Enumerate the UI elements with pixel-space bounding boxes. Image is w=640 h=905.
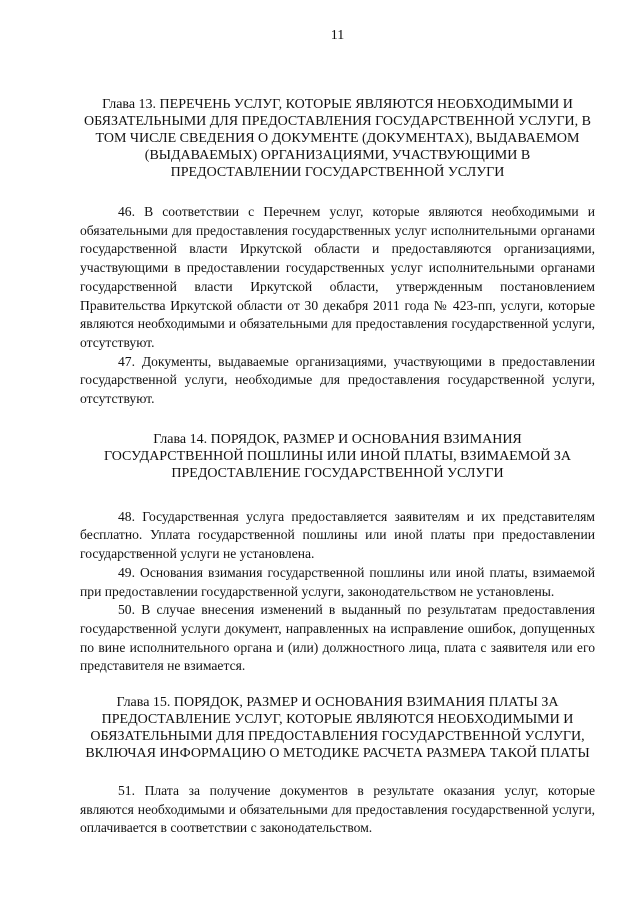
chapter-15-title: Глава 15. ПОРЯДОК, РАЗМЕР И ОСНОВАНИЯ ВЗИМАНИЯ ПЛАТЫ ЗА ПРЕДОСТАВЛЕНИЕ УСЛУГ, КОТОРЫЕ ЯВЛЯЮТСЯ НЕОБХОДИМЫМИ И ОБЯЗАТЕЛЬНЫМИ ДЛЯ ПРЕДОСТАВЛЕНИЯ ГОСУДАРСТВЕННОЙ УСЛУГИ, ВКЛЮЧАЯ ИНФОРМАЦИЮ О МЕТОДИКЕ РАСЧЕТА РАЗМЕРА ТАКОЙ ПЛАТЫ	[85, 695, 590, 762]
document-page	[80, 28, 595, 838]
chapter-14-title: Глава 14. ПОРЯДОК, РАЗМЕР И ОСНОВАНИЯ ВЗИМАНИЯ ГОСУДАРСТВЕННОЙ ПОШЛИНЫ ИЛИ ИНОЙ ПЛАТЫ, ВЗИМАЕМОЙ ЗА ПРЕДОСТАВЛЕНИЕ ГОСУДАРСТВЕННОЙ УСЛУГИ	[103, 431, 572, 481]
paragraph-46: 46. В соответствии с Перечнем услуг, которые являются необходимыми и обязательными для предоставления государственных услуг исполнительными органами государственной власти Иркутской области и предоставляются организациями, участвующими в предоставлении государственных услуг исполнительными органами государственной власти Иркутской области, утвержденным постановлением Правительства Иркутской области от 30 декабря 2011 года № 423-пп, услуги, которые являются необходимыми и обязательными для предоставления государственной услуги, отсутствуют.	[80, 204, 595, 350]
paragraph-48: 48. Государственная услуга предоставляется заявителям и их представителям бесплатно. Уплата государственной пошлины или иной платы при предоставлении государственной услуги не установлена.	[80, 508, 595, 562]
paragraph-50: 50. В случае внесения изменений в выданный по результатам предоставления государственной услуги документ, направленных на исправление ошибок, допущенных по вине исполнительного органа и (или) должностного лица, плата с заявителя или его представителя не взимается.	[80, 602, 595, 674]
page-number: 11	[330, 28, 345, 43]
chapter-13-title: Глава 13. ПЕРЕЧЕНЬ УСЛУГ, КОТОРЫЕ ЯВЛЯЮТСЯ НЕОБХОДИМЫМИ И ОБЯЗАТЕЛЬНЫМИ ДЛЯ ПРЕДОСТАВЛЕНИЯ ГОСУДАРСТВЕННОЙ УСЛУГИ, В ТОМ ЧИСЛЕ СВЕДЕНИЯ О ДОКУМЕНТЕ (ДОКУМЕНТАХ), ВЫДАВАЕМОМ (ВЫДАВАЕМЫХ) ОРГАНИЗАЦИЯМИ, УЧАСТВУЮЩИМИ В ПРЕДОСТАВЛЕНИИ ГОСУДАРСТВЕННОЙ УСЛУГИ	[84, 97, 591, 180]
paragraph-51: 51. Плата за получение документов в результате оказания услуг, которые являются необходимыми и обязательными для предоставления государственной услуги, оплачивается в соответствии с законодательством.	[80, 783, 595, 836]
paragraph-49: 49. Основания взимания государственной пошлины или иной платы, взимаемой при предоставлении государственной услуги, законодательством не установлены.	[80, 564, 595, 599]
paragraph-47: 47. Документы, выдаваемые организациями, участвующими в предоставлении государственной услуги, необходимые для предоставления государственной услуги, отсутствуют.	[80, 353, 595, 407]
